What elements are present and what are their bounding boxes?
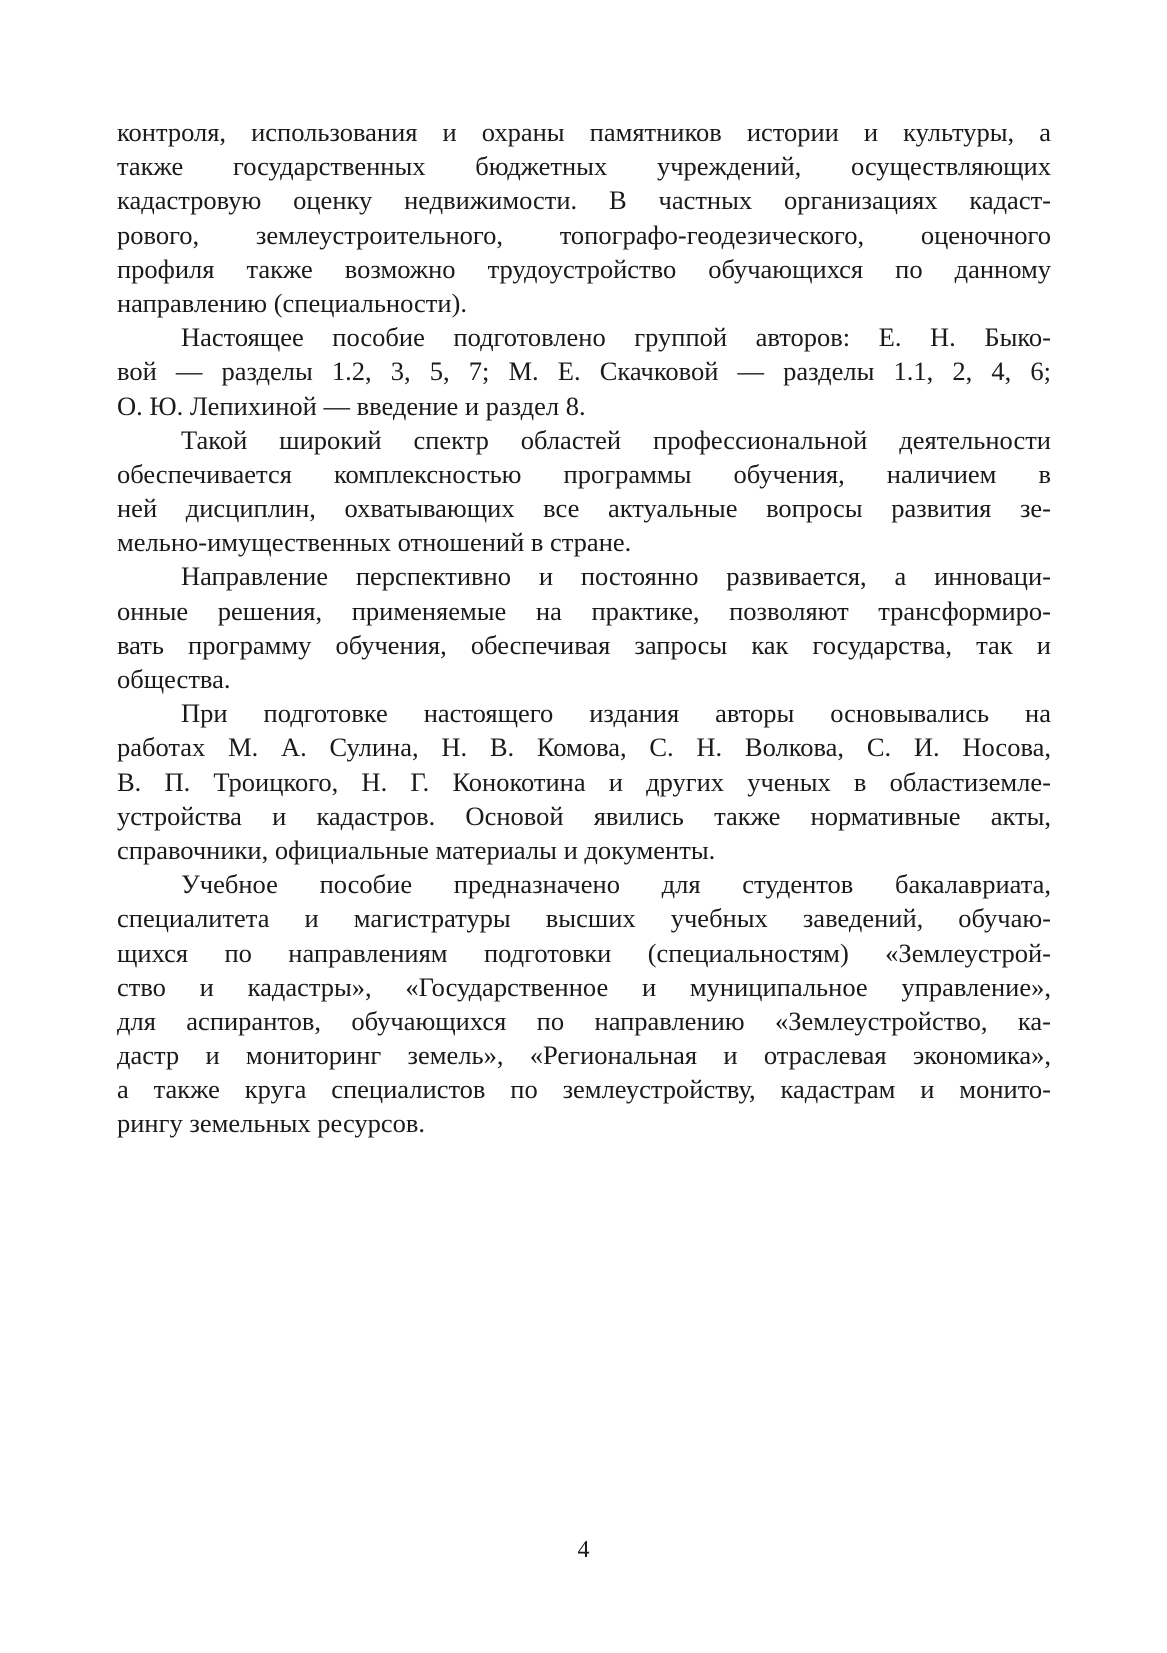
text-line: устройства и кадастров. Основой явились также нормативные акты,	[117, 800, 1051, 831]
text-line: работах М. А. Сулина, Н. В. Комова, С. Н. Волкова, С. И. Носова,	[117, 732, 1051, 763]
text-line: О. Ю. Лепихиной — введение и раздел 8.	[117, 390, 586, 421]
text-line: Направление перспективно и постоянно развивается, а инноваци-	[181, 561, 1051, 592]
paragraph	[117, 115, 1051, 320]
text-line: ство и кадастры», «Государственное и муниципальное управление»,	[117, 971, 1051, 1002]
text-line: а также круга специалистов по землеустройству, кадастрам и монито-	[117, 1074, 1051, 1105]
text-line: мельно-имущественных отношений в стране.	[117, 527, 632, 558]
text-line: Учебное пособие предназначено для студентов бакалавриата,	[181, 869, 1051, 900]
text-line: рового, землеустроительного, топографо-геодезического, оценочного	[117, 219, 1051, 250]
text-line: специалитета и магистратуры высших учебных заведений, обучаю-	[117, 903, 1051, 934]
text-line: контроля, использования и охраны памятников истории и культуры, а	[117, 117, 1051, 147]
paragraph	[117, 559, 1051, 696]
text-line: дастр и мониторинг земель», «Региональная и отраслевая экономика»,	[117, 1040, 1051, 1071]
text-line: онные решения, применяемые на практике, позволяют трансформиро-	[117, 595, 1051, 626]
text-line: вать программу обучения, обеспечивая запросы как государства, так и	[117, 629, 1051, 660]
text-line: профиля также возможно трудоустройство обучающихся по данному	[117, 253, 1051, 284]
text-line: направлению (специальности).	[117, 287, 467, 318]
text-line: общества.	[117, 664, 231, 694]
text-line: обеспечивается комплексностью программы обучения, наличием в	[117, 458, 1051, 489]
text-line: При подготовке настоящего издания авторы основывались на	[181, 698, 1051, 729]
text-line: также государственных бюджетных учреждений, осуществляющих	[117, 151, 1051, 182]
text-line: щихся по направлениям подготовки (специальностям) «Землеустрой-	[117, 937, 1051, 968]
body-text	[117, 115, 1051, 1141]
text-line: вой — разделы 1.2, 3, 5, 7; М. Е. Скачковой — разделы 1.1, 2, 4, 6;	[117, 356, 1051, 387]
text-line: В. П. Троицкого, Н. Г. Конокотина и других ученых в областиземле-	[117, 766, 1051, 797]
text-line: Такой широкий спектр областей профессиональной деятельности	[181, 424, 1051, 455]
text-line: ней дисциплин, охватывающих все актуальные вопросы развития зе-	[117, 493, 1051, 524]
paragraph	[117, 867, 1051, 1141]
text-line: рингу земельных ресурсов.	[117, 1108, 426, 1139]
paragraph	[117, 423, 1051, 560]
paragraph	[117, 696, 1051, 867]
text-line: для аспирантов, обучающихся по направлению «Землеустройство, ка-	[117, 1005, 1051, 1036]
paragraph	[117, 320, 1051, 423]
text-line: справочники, официальные материалы и документы.	[117, 834, 716, 865]
text-line: Настоящее пособие подготовлено группой авторов: Е. Н. Быко-	[181, 322, 1051, 353]
page-number: 4	[577, 1537, 590, 1563]
text-line: кадастровую оценку недвижимости. В частных организациях кадаст-	[117, 185, 1051, 216]
